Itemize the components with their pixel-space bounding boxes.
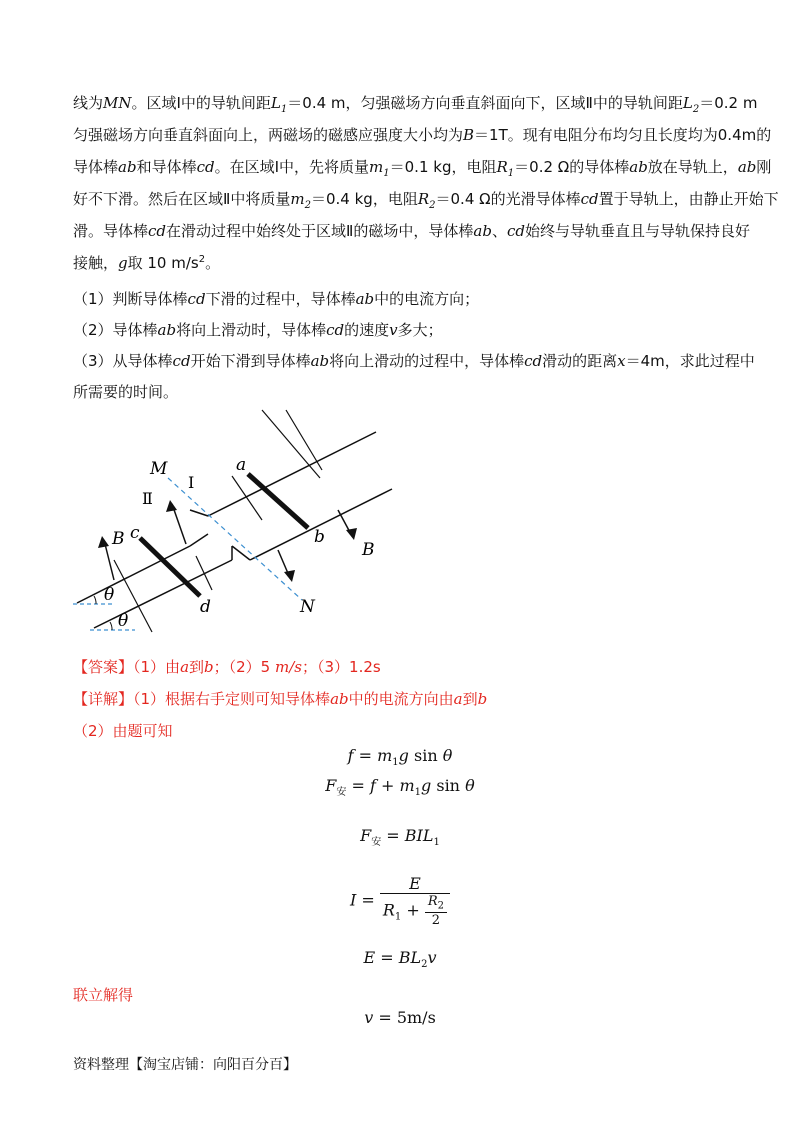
question-2: （2）导体棒ab将向上滑动时，导体棒cd的速度v多大； [73, 321, 443, 339]
upper-rail-region2 [77, 546, 190, 603]
label-theta-top: θ [104, 585, 115, 605]
detail-line-2: （2）由题可知 [73, 722, 173, 740]
equation-4: I = E $R_1$ + $\frac{R_2}{2}$ [0, 874, 800, 928]
label-theta-bottom: θ [118, 611, 129, 631]
step-upper-2 [190, 510, 208, 516]
fraction-R2-over-2: $\frac{R_2}{2}$ [425, 894, 447, 928]
arrow-B-right-head [346, 528, 357, 540]
footer-text: 资料整理【淘宝店铺：向阳百分百】 [73, 1057, 297, 1073]
arrow-region1-head [284, 570, 295, 582]
step-upper [190, 534, 208, 546]
cross-line-5 [196, 556, 212, 590]
label-B-right: B [362, 540, 375, 560]
equation-5: $E = BL_2v$ [363, 948, 437, 971]
label-a: a [236, 455, 247, 475]
equation-2: $F_安 = f + m_1g$ sin θ [325, 776, 475, 799]
equation-6: v = 5m/s [364, 1008, 436, 1027]
problem-line-6: 接触，g取 10 $m/s^2$。 [73, 254, 221, 272]
rail-diagram [60, 400, 400, 640]
lower-rail-region2 [94, 560, 232, 628]
label-region1: Ⅰ [188, 473, 195, 492]
cross-line-2 [286, 410, 322, 470]
problem-line-4: 好不下滑。然后在区域Ⅱ中将质量$m_2=0.4$ kg，电阻$R_2=0.4$ Ω的光滑导体棒cd置于导轨上，由静止开始下 [73, 190, 779, 211]
arrow-region2-head [166, 500, 177, 512]
label-region2: Ⅱ [142, 489, 153, 508]
label-c: c [130, 523, 140, 543]
label-B-left: B [112, 529, 125, 549]
answer-line: 【答案】（1）由a到b；（2）5 m/s；（3）1.2s [73, 658, 381, 676]
solve-label: 联立解得 [73, 986, 134, 1004]
step-lower [232, 546, 250, 560]
detail-line: 【详解】（1）根据右手定则可知导体棒ab中的电流方向由a到b [73, 690, 488, 708]
angle-arc-bottom [110, 622, 112, 630]
label-b: b [314, 527, 325, 547]
fraction-E-over-R: E $R_1$ + $\frac{R_2}{2}$ [380, 874, 450, 928]
label-d: d [200, 597, 211, 617]
angle-arc-top [94, 596, 96, 604]
question-3-cont: 所需要的时间。 [73, 383, 179, 401]
equation-1: $f = m_1g$ sin θ [347, 746, 453, 769]
label-N: N [300, 597, 315, 617]
problem-line-5: 滑。导体棒cd在滑动过程中始终处于区域Ⅱ的磁场中，导体棒ab、cd始终与导轨垂直且与导轨保持良好 [73, 222, 751, 240]
question-1: （1）判断导体棒cd下滑的过程中，导体棒ab中的电流方向； [73, 290, 480, 308]
bar-ab [248, 474, 308, 528]
arrow-B-left-head [98, 536, 109, 548]
question-3: （3）从导体棒cd开始下滑到导体棒ab将向上滑动的过程中，导体棒cd滑动的距离x＝4m，求此过程中 [73, 352, 755, 370]
equation-3: $F_安 = BIL_1$ [360, 826, 440, 849]
cross-line-1 [262, 410, 320, 478]
problem-line-2: 匀强磁场方向垂直斜面向上，两磁场的磁感应强度大小均为B＝1T。现有电阻分布均匀且长度均为0.4m的 [73, 126, 772, 144]
problem-line-3: 导体棒ab和导体棒cd。在区域Ⅰ中，先将质量$m_1=0.1$ kg，电阻$R_1=0.2$ Ω的导体棒ab放在导轨上，ab刚 [73, 158, 772, 179]
label-M: M [150, 459, 168, 479]
problem-line-1: 线为MN。区域Ⅰ中的导轨间距$L_1=0.4$ m，匀强磁场方向垂直斜面向下，区域Ⅱ中的导轨间距$L_2=0.2$ m [73, 94, 758, 115]
